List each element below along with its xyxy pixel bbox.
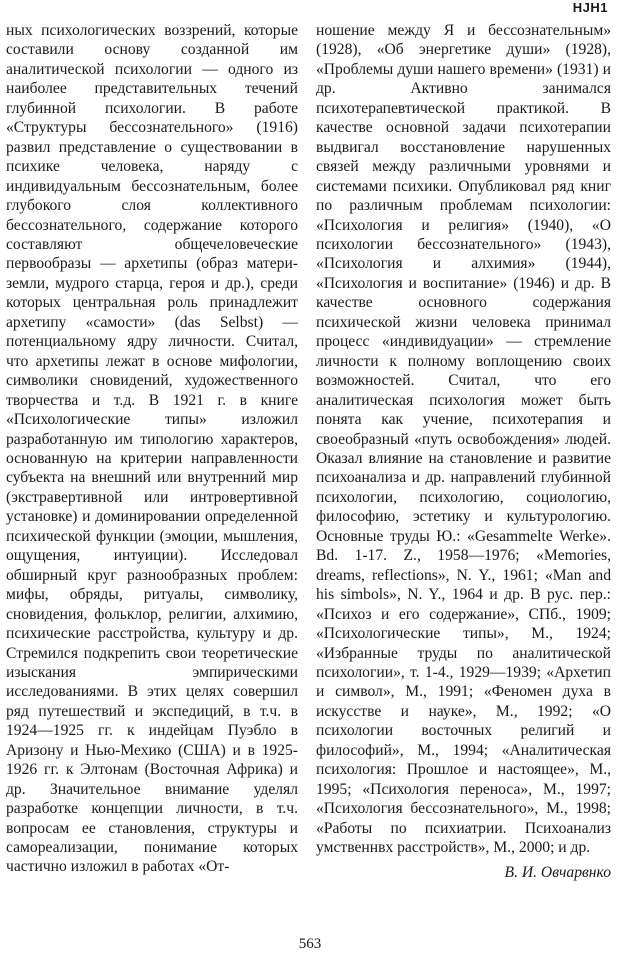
running-head: HJH1 [572,0,608,15]
body-paragraph-left: ных психологических воззрений, которые составили основу созданной им аналитической психологии — одного из наиболее представительных течений глубинной психологии. В работе «Структуры бессознательного» (1916) развил представление о существовании в психике человека, наряду с индивидуальным бессознательным, более глубокого слоя коллективного бессознательного, содержание которого составляют общечеловеческие первообразы — архетипы (образ матери-земли, мудрого старца, героя и др.), среди которых центральная роль принадлежит архетипу «самости» (das Selbst) — потенциальному ядру личности. Считал, что архетипы лежат в основе мифологии, символики сновидений, художественного творчества и т.д. В 1921 г. в книге «Психологические типы» изложил разработанную им типологию характеров, основанную на критерии направленности субъекта на внешний или внутренний мир (экстравертивной или интровертивной установке) и доминировании определенной психической функции (эмоции, мышления, ощущения, интуиции). Исследовал обширный круг разнообразных проблем: мифы, обряды, ритуалы, символику, сновидения, фольклор, религии, алхимию, психические расстройства, культуру и др. Стремился подкрепить свои теоретические изыскания эмпирическими исследованиями. В этих целях совершил ряд путешествий и экспедиций, в т.ч. в 1924—1925 гг. к индейцам Пуэбло в Аризону и Нью-Мехико (США) и в 1925-1926 гг. к Элтонам (Восточная Африка) и др. Значительное внимание уделял разработке концепции личности, в т.ч. вопросам ее становления, структуры и самореализации, понимание которых частично изложил в работах «От- [6,22,298,876]
page-number: 563 [298,936,322,952]
article-author: В. И. Овчарвнко [504,864,611,882]
body-paragraph-right: ношение между Я и бессознательным» (1928), «Об энергетике души» (1928), «Проблемы души нашего времени» (1931) и др. Активно занимался психотерапевтической практикой. В качестве основной задачи психотерапии выдвигал восстановление нарушенных связей между различными уровнями и системами психики. Опубликовал ряд книг по различным проблемам психологии: «Психология и религия» (1940), «О психологии бессознательного» (1943), «Психология и алхимия» (1944), «Психология и воспитание» (1946) и др. В качестве основного содержания психической жизни человека принимал процесс «индивидуации» — стремление личности к полному воплощению своих возможностей. Считал, что его аналитическая психология может быть понята как учение, психотерапия и своеобразный «путь освобождения» людей. Оказал влияние на становление и развитие психоанализа и др. направлений глубинной психологии, психологию, социологию, философию, эстетику и культурологию. Основные труды Ю.: «Gesammelte Werke». Bd. 1-17. Z., 1958—1976; «Memories, dreams, reflections», N. Y., 1961; «Man and his simbols», N. Y., 1964 и др. В рус. пер.: «Психоз и его содержание», СПб., 1909; «Психологические типы», М., 1924; «Избранные труды по аналитической психологии», т. 1-4., 1929—1939; «Архетип и символ», М., 1991; «Феномен духа в искусстве и науке», М., 1992; «О психологии восточных религий и философий», М., 1994; «Аналитическая психология: Прошлое и настоящее», М., 1995; «Психология переноса», М., 1997; «Психология бессознательного», М., 1998; «Работы по психиатрии. Психоанализ умственнвх расстройств», М., 2000; и др. [316,22,611,857]
text-column-right [316,21,611,883]
text-column-left [6,21,298,877]
